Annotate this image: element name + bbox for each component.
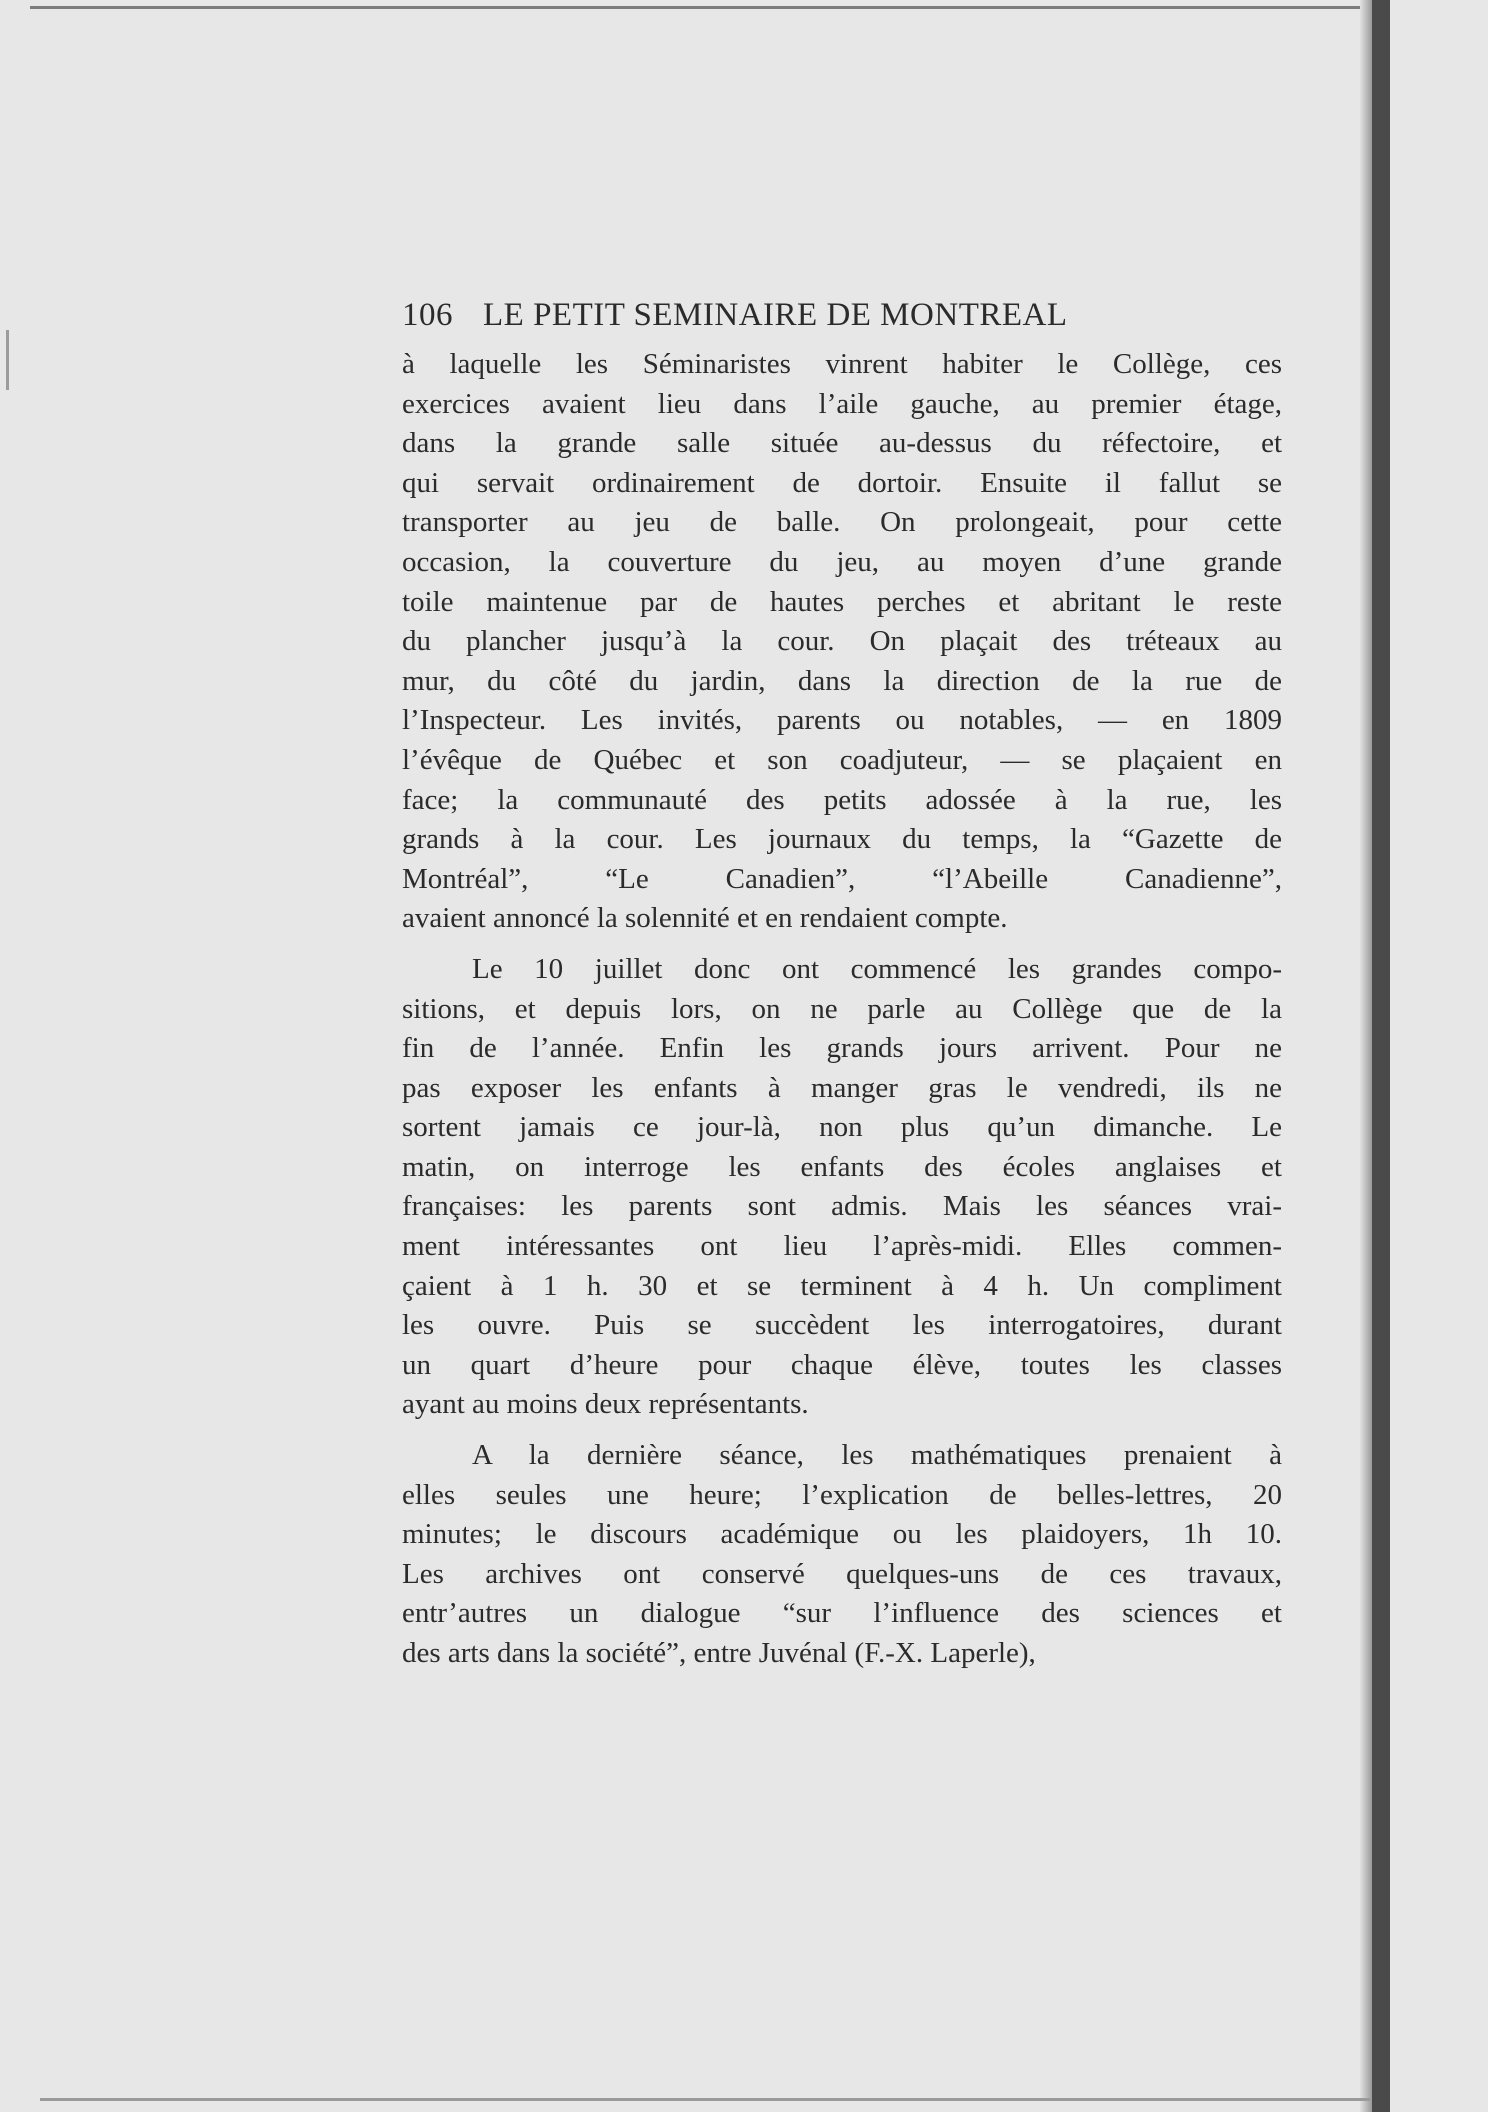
text-line: fin de l’année. Enfin les grands jours arrivent. Pour ne (402, 1032, 1282, 1065)
text-line: qui servait ordinairement de dortoir. Ensuite il fallut se (402, 466, 1282, 499)
text-line: dans la grande salle située au-dessus du réfectoire, et (402, 427, 1282, 460)
text-line: à laquelle les Séminaristes vinrent habiter le Collège, ces (402, 348, 1282, 380)
text-line: occasion, la couverture du jeu, au moyen d’une grande (402, 545, 1282, 578)
top-border-line (30, 6, 1375, 9)
text-line: çaient à 1 h. 30 et se terminent à 4 h. Un compliment (402, 1269, 1282, 1302)
text-line: Montréal”, “Le Canadien”, “l’Abeille Canadienne”, (402, 862, 1282, 895)
text-line: un quart d’heure pour chaque élève, toutes les classes (402, 1348, 1282, 1381)
text-line: toile maintenue par de hautes perches et abritant le reste (402, 585, 1282, 618)
text-line: pas exposer les enfants à manger gras le vendredi, ils ne (402, 1071, 1282, 1104)
text-line: l’Inspecteur. Les invités, parents ou notables, — en 1809 (402, 704, 1282, 737)
text-line: françaises: les parents sont admis. Mais les séances vrai- (402, 1190, 1282, 1223)
page-number: 106 (402, 297, 453, 333)
page-edge (1372, 0, 1390, 2112)
text-line: entr’autres un dialogue “sur l’influence des sciences et (402, 1597, 1282, 1630)
text-line: avaient annoncé la solennité et en rendaient compte. (402, 902, 1008, 935)
text-line: des arts dans la société”, entre Juvénal (F.-X. Laperle), (402, 1637, 1036, 1669)
paragraph (402, 1436, 1282, 1674)
text-line: exercices avaient lieu dans l’aile gauche, au premier étage, (402, 387, 1282, 420)
running-head (402, 295, 1282, 335)
text-line: transporter au jeu de balle. On prolongeait, pour cette (402, 506, 1282, 539)
text-line: mur, du côté du jardin, dans la direction de la rue de (402, 664, 1282, 697)
text-line: sortent jamais ce jour-là, non plus qu’un dimanche. Le (402, 1111, 1282, 1144)
text-line: sitions, et depuis lors, on ne parle au Collège que de la (402, 992, 1282, 1025)
text-line: matin, on interroge les enfants des écoles anglaises et (402, 1150, 1282, 1183)
text-line: face; la communauté des petits adossée à la rue, les (402, 783, 1282, 816)
bottom-border-line (40, 2098, 1370, 2101)
text-line: minutes; le discours académique ou les plaidoyers, 1h 10. (402, 1518, 1282, 1551)
text-line: A la dernière séance, les mathématiques prenaient à (472, 1439, 1282, 1472)
text-line: du plancher jusqu’à la cour. On plaçait des tréteaux au (402, 625, 1282, 658)
paragraph (402, 345, 1282, 939)
text-line: Le 10 juillet donc ont commencé les grandes compo- (472, 952, 1282, 985)
text-line: les ouvre. Puis se succèdent les interrogatoires, durant (402, 1309, 1282, 1342)
text-line: ment intéressantes ont lieu l’après-midi. Elles commen- (402, 1230, 1282, 1263)
text-line: l’évêque de Québec et son coadjuteur, — se plaçaient en (402, 743, 1282, 776)
running-title: LE PETIT SEMINAIRE DE MONTREAL (483, 297, 1068, 333)
text-line: Les archives ont conservé quelques-uns de ces travaux, (402, 1557, 1282, 1590)
text-line: elles seules une heure; l’explication de belles-lettres, 20 (402, 1478, 1282, 1511)
page-edge-shadow (1360, 0, 1372, 2112)
left-scan-mark (6, 330, 9, 390)
text-line: ayant au moins deux représentants. (402, 1388, 809, 1421)
text-line: grands à la cour. Les journaux du temps, la “Gazette de (402, 823, 1282, 856)
paragraph (402, 950, 1282, 1425)
text-block (402, 295, 1282, 1674)
